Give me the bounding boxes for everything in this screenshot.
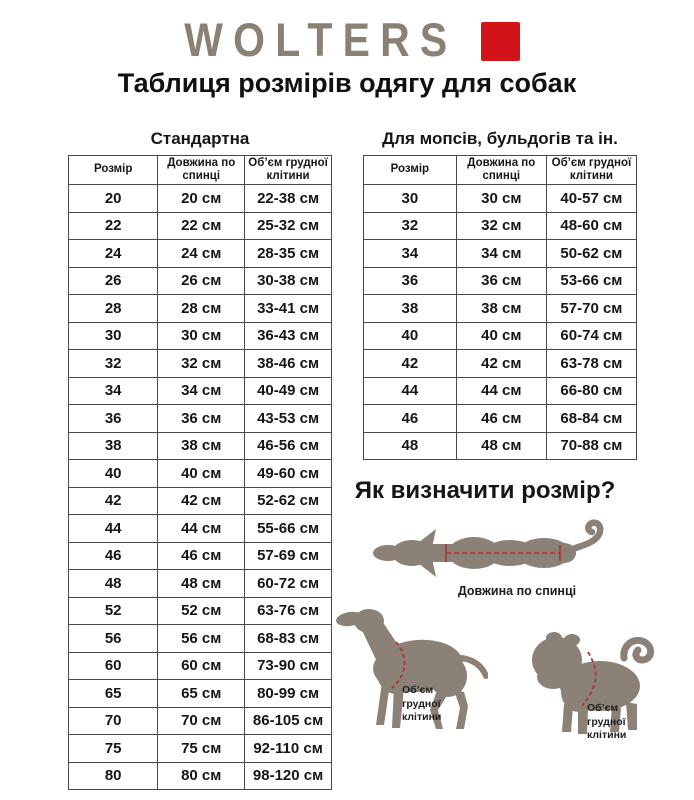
brand-red-square-icon — [481, 22, 520, 61]
table-cell: 43-53 см — [245, 405, 332, 433]
table-cell: 40-57 см — [546, 185, 636, 213]
header-row — [69, 156, 332, 185]
table-cell: 40 см — [158, 460, 245, 488]
table-cell: 50-62 см — [546, 240, 636, 268]
table-cell: 42 см — [456, 350, 546, 378]
table-row — [69, 350, 332, 378]
table-cell: 48 см — [158, 570, 245, 598]
table-cell: 46-56 см — [245, 432, 332, 460]
table-cell: 98-120 см — [245, 762, 332, 790]
column-header: Довжина по спинці — [158, 156, 245, 185]
table-cell: 40 см — [456, 322, 546, 350]
page-title: Таблиця розмірів одягу для собак — [117, 68, 577, 98]
table-cell: 65 см — [158, 680, 245, 708]
table-row — [69, 652, 332, 680]
table-cell: 75 — [69, 735, 158, 763]
standard-size-table — [68, 155, 332, 790]
table-cell: 32 см — [456, 212, 546, 240]
table-cell: 57-70 см — [546, 295, 636, 323]
standard-table-head — [69, 156, 332, 185]
table-row — [364, 295, 637, 323]
table-row — [69, 597, 332, 625]
table-cell: 80-99 см — [245, 680, 332, 708]
column-header: Об’єм грудної клітини — [245, 156, 332, 185]
table-cell: 40 — [364, 322, 457, 350]
table-cell: 65 — [69, 680, 158, 708]
table-cell: 34 — [364, 240, 457, 268]
table-cell: 80 — [69, 762, 158, 790]
table-cell: 38 см — [158, 432, 245, 460]
table-cell: 20 — [69, 185, 158, 213]
table-cell: 33-41 см — [245, 295, 332, 323]
table-cell: 24 — [69, 240, 158, 268]
table-row — [364, 240, 637, 268]
table-cell: 44 — [364, 377, 457, 405]
table-row — [69, 185, 332, 213]
table-row — [69, 487, 332, 515]
table-row — [69, 240, 332, 268]
table-row — [364, 350, 637, 378]
table-cell: 22-38 см — [245, 185, 332, 213]
table-cell: 56 см — [158, 625, 245, 653]
table-cell: 32 — [364, 212, 457, 240]
brand-logo — [0, 13, 694, 67]
table-cell: 53-66 см — [546, 267, 636, 295]
table-cell: 24 см — [158, 240, 245, 268]
table-cell: 42 — [364, 350, 457, 378]
table-cell: 63-78 см — [546, 350, 636, 378]
table-cell: 66-80 см — [546, 377, 636, 405]
table-cell: 52 см — [158, 597, 245, 625]
table-row — [364, 267, 637, 295]
table-cell: 38 — [69, 432, 158, 460]
table-row — [364, 377, 637, 405]
table-cell: 36 см — [456, 267, 546, 295]
table-cell: 46 — [69, 542, 158, 570]
table-cell: 86-105 см — [245, 707, 332, 735]
table-cell: 36 — [69, 405, 158, 433]
table-row — [69, 432, 332, 460]
column-header: Розмір — [69, 156, 158, 185]
dog-top-view-silhouette — [372, 518, 612, 588]
table-cell: 38-46 см — [245, 350, 332, 378]
column-header: Об’єм грудної клітини — [546, 156, 636, 185]
table-cell: 57-69 см — [245, 542, 332, 570]
table-cell: 40 — [69, 460, 158, 488]
table-cell: 40-49 см — [245, 377, 332, 405]
table-cell: 30 см — [456, 185, 546, 213]
table-cell: 68-84 см — [546, 405, 636, 433]
column-header: Довжина по спинці — [456, 156, 546, 185]
table-row — [69, 707, 332, 735]
standard-table-title: Стандартна — [150, 129, 250, 148]
table-cell: 34 см — [456, 240, 546, 268]
table-cell: 70 — [69, 707, 158, 735]
table-cell: 60 — [69, 652, 158, 680]
table-cell: 48 — [69, 570, 158, 598]
table-cell: 38 см — [456, 295, 546, 323]
table-row — [364, 322, 637, 350]
table-row — [69, 625, 332, 653]
table-row — [69, 267, 332, 295]
standard-table-body — [69, 185, 332, 790]
table-cell: 49-60 см — [245, 460, 332, 488]
table-cell: 92-110 см — [245, 735, 332, 763]
table-cell: 55-66 см — [245, 515, 332, 543]
table-cell: 32 см — [158, 350, 245, 378]
table-cell: 26 — [69, 267, 158, 295]
table-row — [69, 377, 332, 405]
table-cell: 80 см — [158, 762, 245, 790]
table-cell: 52-62 см — [245, 487, 332, 515]
table-cell: 44 — [69, 515, 158, 543]
table-cell: 25-32 см — [245, 212, 332, 240]
table-cell: 48 — [364, 432, 457, 460]
table-row — [69, 295, 332, 323]
table-cell: 52 — [69, 597, 158, 625]
table-row — [364, 185, 637, 213]
bulldog-table-title: Для мопсів, бульдогів та ін. — [382, 129, 618, 148]
table-cell: 34 — [69, 377, 158, 405]
table-cell: 30 см — [158, 322, 245, 350]
table-row — [364, 405, 637, 433]
table-cell: 73-90 см — [245, 652, 332, 680]
table-row — [69, 680, 332, 708]
table-cell: 46 см — [456, 405, 546, 433]
table-cell: 56 — [69, 625, 158, 653]
table-cell: 20 см — [158, 185, 245, 213]
table-cell: 36 см — [158, 405, 245, 433]
table-cell: 32 — [69, 350, 158, 378]
table-cell: 44 см — [456, 377, 546, 405]
table-cell: 26 см — [158, 267, 245, 295]
header-row — [364, 156, 637, 185]
table-cell: 22 см — [158, 212, 245, 240]
table-cell: 30-38 см — [245, 267, 332, 295]
table-cell: 70 см — [158, 707, 245, 735]
table-row — [69, 460, 332, 488]
table-row — [69, 542, 332, 570]
guide-title: Як визначити розмір? — [354, 477, 616, 504]
table-cell: 60-72 см — [245, 570, 332, 598]
table-cell: 44 см — [158, 515, 245, 543]
brand-logo-text: WOLTERS — [183, 13, 458, 67]
table-cell: 38 — [364, 295, 457, 323]
bulldog-table-head — [364, 156, 637, 185]
table-cell: 60 см — [158, 652, 245, 680]
table-cell: 42 см — [158, 487, 245, 515]
table-cell: 63-76 см — [245, 597, 332, 625]
table-cell: 68-83 см — [245, 625, 332, 653]
table-row — [69, 212, 332, 240]
table-cell: 46 — [364, 405, 457, 433]
table-cell: 30 — [69, 322, 158, 350]
table-cell: 28-35 см — [245, 240, 332, 268]
table-cell: 28 — [69, 295, 158, 323]
bulldog-size-table — [363, 155, 637, 460]
table-cell: 48-60 см — [546, 212, 636, 240]
table-cell: 30 — [364, 185, 457, 213]
chest-girth-label: Об’єм грудної клітини — [587, 702, 627, 742]
table-row — [364, 212, 637, 240]
table-cell: 42 — [69, 487, 158, 515]
chest-girth-label: Об’єм грудної клітини — [402, 684, 442, 724]
table-row — [69, 322, 332, 350]
table-row — [69, 515, 332, 543]
table-row — [364, 432, 637, 460]
table-cell: 36-43 см — [245, 322, 332, 350]
table-cell: 36 — [364, 267, 457, 295]
table-cell: 48 см — [456, 432, 546, 460]
table-cell: 22 — [69, 212, 158, 240]
bulldog-table-body — [364, 185, 637, 460]
table-cell: 70-88 см — [546, 432, 636, 460]
table-row — [69, 405, 332, 433]
table-cell: 34 см — [158, 377, 245, 405]
table-cell: 75 см — [158, 735, 245, 763]
table-row — [69, 762, 332, 790]
table-cell: 28 см — [158, 295, 245, 323]
table-row — [69, 735, 332, 763]
table-cell: 46 см — [158, 542, 245, 570]
back-length-label: Довжина по спинці — [457, 584, 577, 598]
table-row — [69, 570, 332, 598]
column-header: Розмір — [364, 156, 457, 185]
table-cell: 60-74 см — [546, 322, 636, 350]
